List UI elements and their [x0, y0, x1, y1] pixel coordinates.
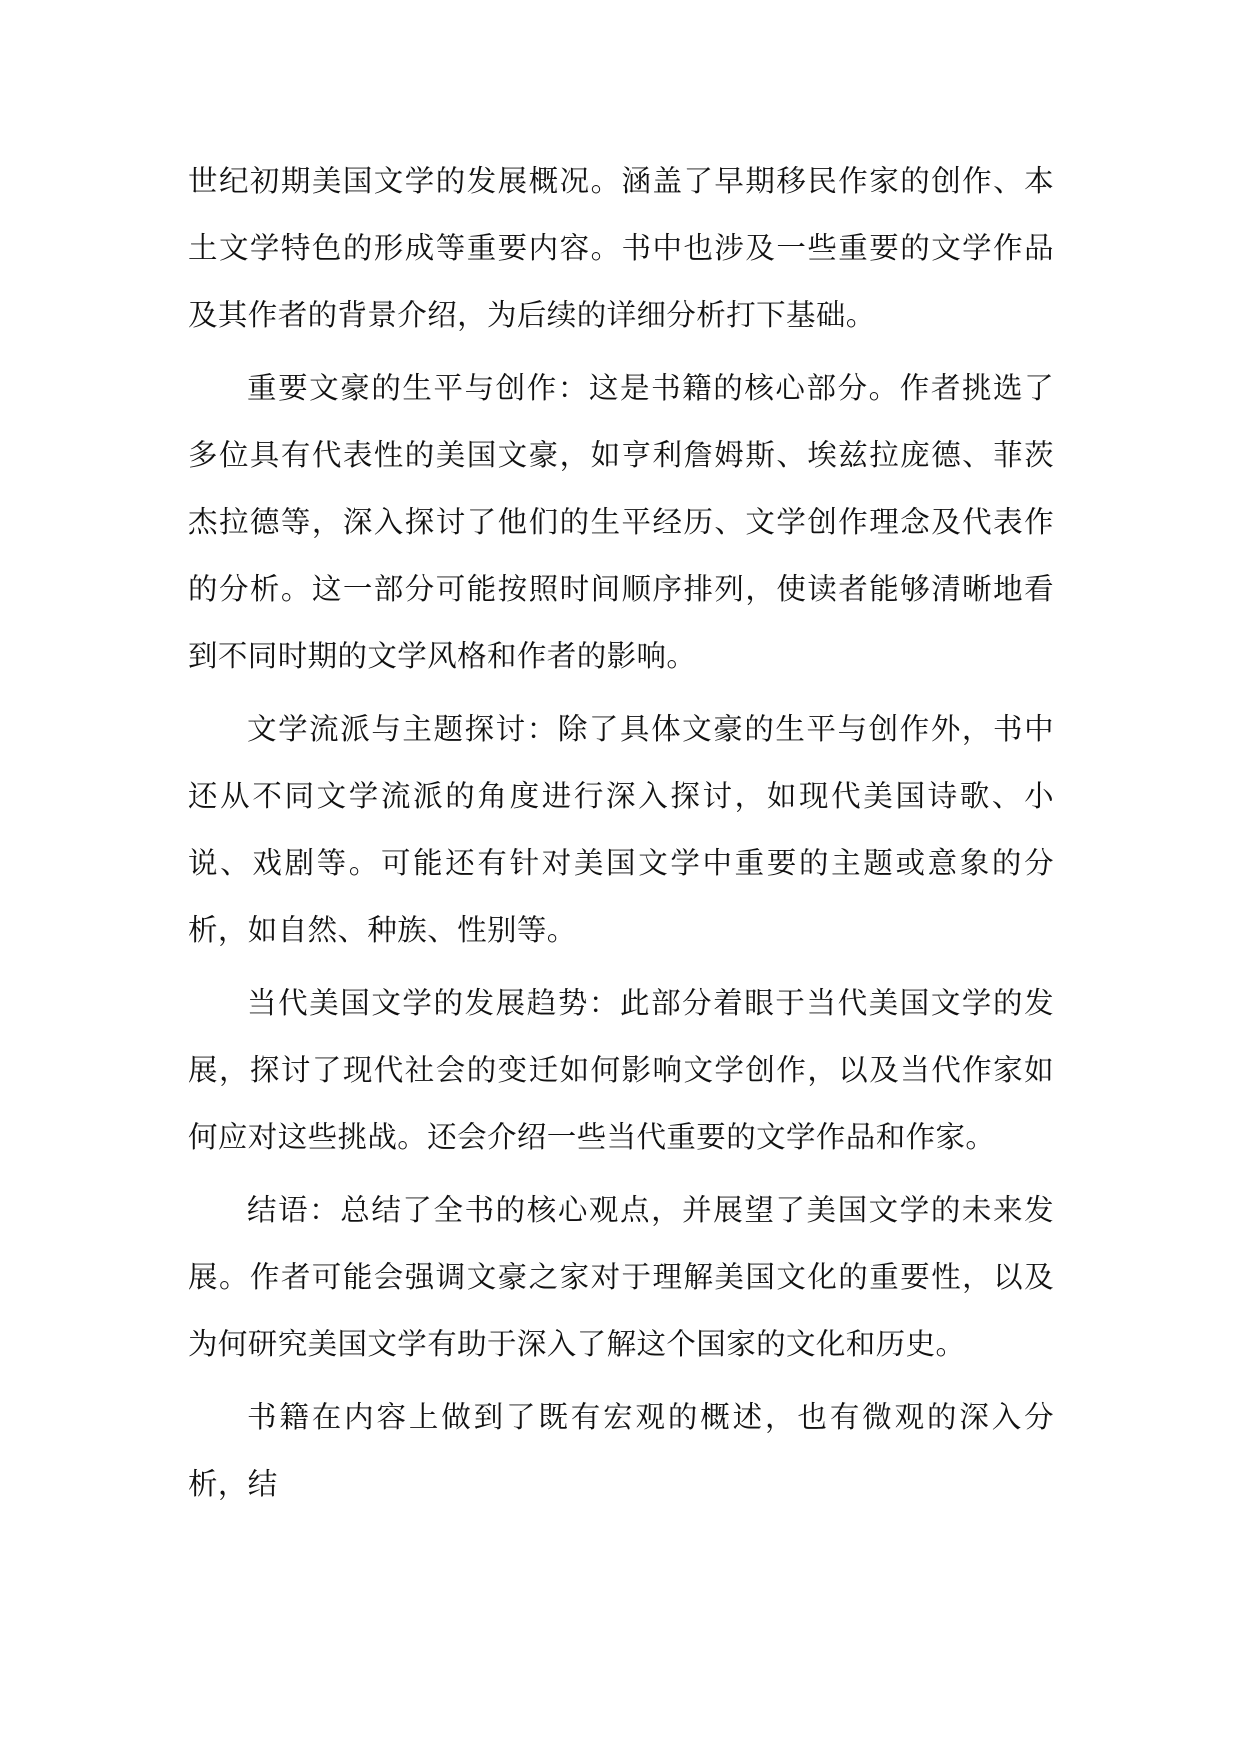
paragraph-major-authors: 重要文豪的生平与创作：这是书籍的核心部分。作者挑选了多位具有代表性的美国文豪，如亨利詹姆斯、埃兹拉庞德、菲茨杰拉德等，深入探讨了他们的生平经历、文学创作理念及代表作的分析。这一部分可能按照时间顺序排列，使读者能够清晰地看到不同时期的文学风格和作者的影响。	[188, 371, 1054, 673]
paragraph-book-evaluation: 书籍在内容上做到了既有宏观的概述，也有微观的深入分析，结	[188, 1400, 1054, 1501]
paragraph-literary-schools: 文学流派与主题探讨：除了具体文豪的生平与创作外，书中还从不同文学流派的角度进行深入探讨，如现代美国诗歌、小说、戏剧等。可能还有针对美国文学中重要的主题或意象的分析，如自然、种族、性别等。	[188, 712, 1054, 947]
paragraph-contemporary-trends: 当代美国文学的发展趋势：此部分着眼于当代美国文学的发展，探讨了现代社会的变迁如何影响文学创作，以及当代作家如何应对这些挑战。还会介绍一些当代重要的文学作品和作家。	[188, 986, 1054, 1154]
paragraph-conclusion: 结语：总结了全书的核心观点，并展望了美国文学的未来发展。作者可能会强调文豪之家对于理解美国文化的重要性，以及为何研究美国文学有助于深入了解这个国家的文化和历史。	[188, 1193, 1054, 1361]
paragraph-continued-intro: 世纪初期美国文学的发展概况。涵盖了早期移民作家的创作、本土文学特色的形成等重要内容。书中也涉及一些重要的文学作品及其作者的背景介绍，为后续的详细分析打下基础。	[188, 164, 1054, 332]
document-body	[188, 148, 1054, 1524]
